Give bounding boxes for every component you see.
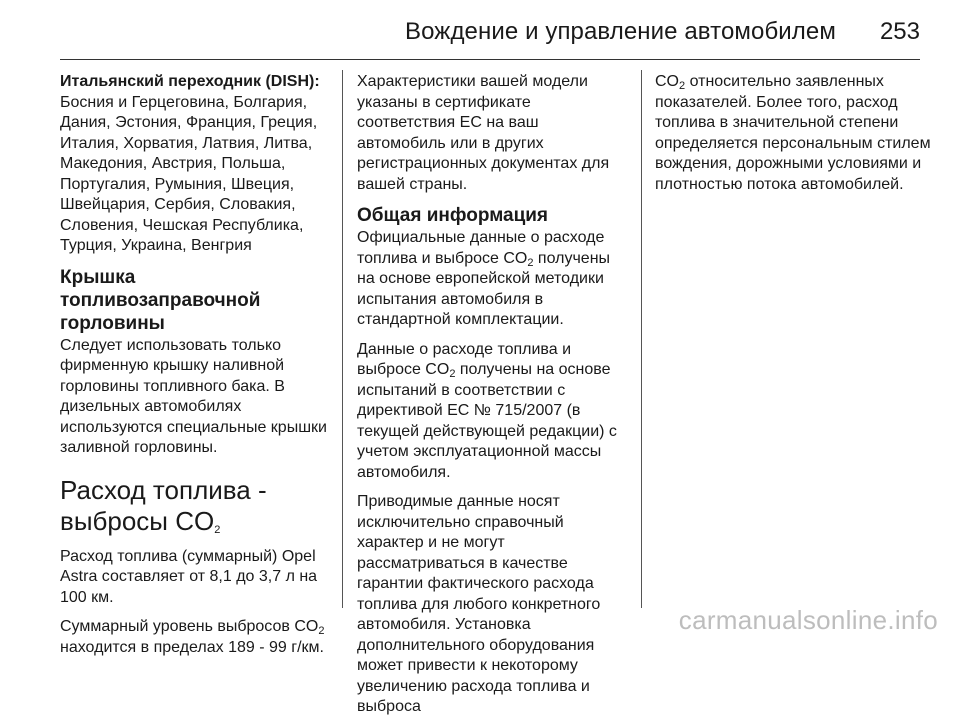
emission-text-b: находится в пределах 189 - 99 г/км.: [60, 638, 324, 656]
continuation-text-a: CO: [655, 73, 679, 90]
emission-text-a: Суммарный уровень выбросов CO: [60, 618, 319, 635]
dish-label: Итальянский переходник (DISH):: [60, 73, 320, 90]
page-header: [60, 14, 920, 50]
column-left: [60, 72, 330, 667]
page-title: Вождение и управление автомобилем: [405, 18, 836, 45]
page-number: 253: [879, 18, 920, 45]
directive-text-b: получены на основе испытаний в соответствии с директивой ЕС № 715/2007 (в текущей действующей редакции) с учетом эксплуатационной массы автомобиля.: [357, 361, 617, 481]
heading-line-1: Расход топлива -: [60, 474, 267, 505]
official-subscript: 2: [527, 256, 534, 269]
official-text-b: получены на основе европейской методики испытания автомобиля в стандартной комплектации.: [357, 249, 611, 328]
official-data-text: [357, 228, 627, 331]
directive-text-a: Данные о расходе топлива и выбросе CO: [357, 340, 572, 378]
column-middle: [357, 72, 627, 718]
heading-line-2: выбросы CO: [60, 505, 215, 536]
fuel-consumption-heading: [60, 475, 330, 537]
reference-text: Приводимые данные носят исключительно справочный характер и не могут рассматриваться в качестве гарантии фактического расхода топлива для любого конкретного автомобиля. Установка дополнительного оборудования может привести к некоторому увеличению расхода топлива и выброса: [357, 493, 601, 715]
column-right: [655, 72, 935, 204]
continuation-text-b: относительно заявленных показателей. Более того, расход топлива в значительной степени определяется персональным стилем вождения, дорожными условиями и плотностью потока автомобилей.: [655, 73, 931, 193]
official-text-a: Официальные данные о расходе топлива и выбросе CO: [357, 229, 605, 267]
dish-paragraph: [60, 72, 330, 257]
continuation-subscript: 2: [679, 80, 686, 92]
fuel-cap-heading: Крышка топливозаправочной горловины: [60, 266, 261, 334]
emission-text: [60, 617, 330, 658]
general-info-heading: Общая информация: [357, 205, 549, 226]
emission-subscript: 2: [318, 625, 325, 637]
certificate-text: Характеристики вашей модели указаны в сертификате соответствия ЕС на ваш автомобиль или в других регистрационных документах для вашей страны.: [357, 73, 610, 193]
watermark: carmanualsonline.info: [678, 605, 938, 635]
column-divider-2: [641, 70, 642, 608]
heading-subscript: 2: [214, 523, 221, 536]
consumption-text: Расход топлива (суммарный) Opel Astra составляет от 8,1 до 3,7 л на 100 км.: [60, 547, 318, 606]
fuel-cap-text: Следует использовать только фирменную крышку наливной горловины топливного бака. В дизельных автомобилях используются специальные крышки заливной горловины.: [60, 336, 327, 456]
directive-text: [357, 340, 627, 484]
continuation-text: [655, 72, 935, 195]
header-rule: [60, 59, 920, 60]
dish-countries: Босния и Герцеговина, Болгария, Дания, Эстония, Франция, Греция, Италия, Хорватия, Латвия, Литва, Македония, Австрия, Польша, Португалия, Румыния, Швеция, Швейцария, Сербия, Словакия, Словения, Чешская Республика, Турция, Украина, Венгрия: [60, 93, 318, 254]
directive-subscript: 2: [449, 368, 456, 380]
column-divider-1: [342, 70, 343, 608]
